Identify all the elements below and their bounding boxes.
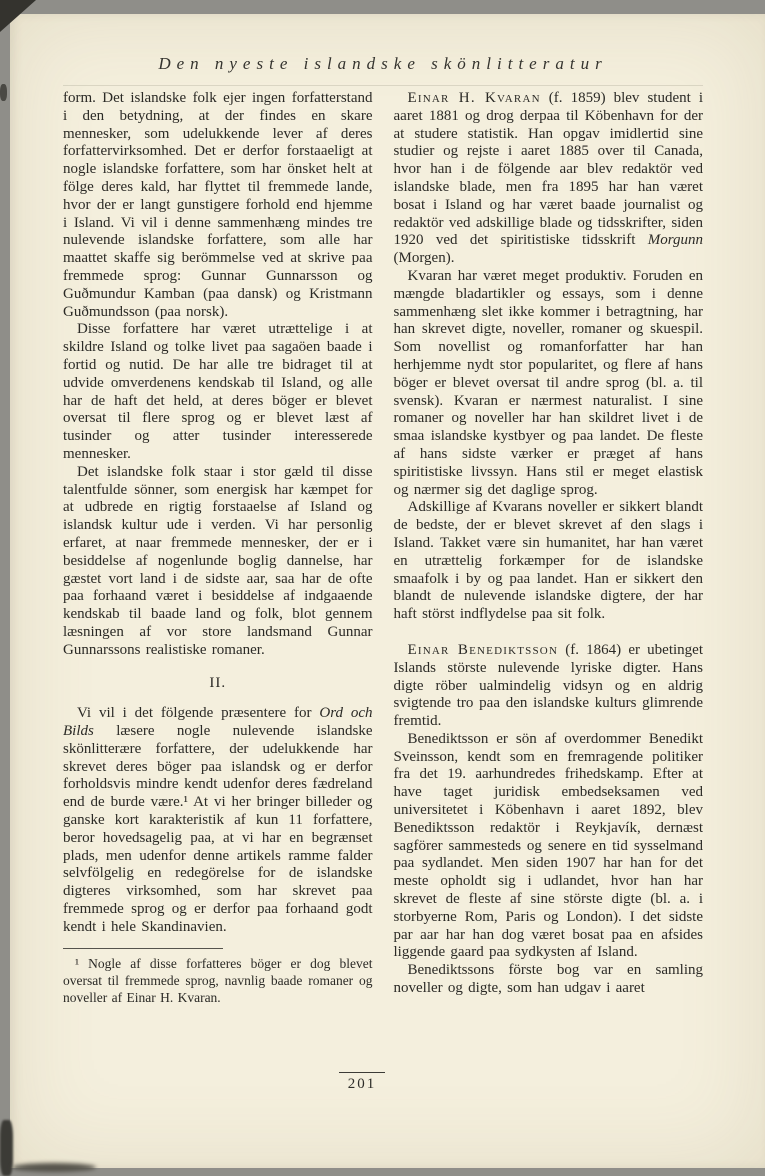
footnote-text [63, 955, 373, 1007]
text-run: Ord och Bilds [63, 705, 373, 740]
author-name: Einar Benediktsson [407, 641, 559, 658]
scan-artifact-left-edge [0, 84, 7, 101]
paragraph [394, 90, 704, 268]
page-number: 201 [347, 1076, 377, 1092]
text-run: (f. 1864) er ubetinget Islands störste nulevende lyriske digter. Hans digte röber ualmindelig vidsyn og en aldrig svigtende tro paa den islandske kulturs glimrende fremtid. [393, 641, 703, 730]
paragraph [63, 321, 373, 463]
paragraph [394, 268, 704, 499]
paragraph [394, 731, 704, 962]
text-run: læsere nogle nulevende islandske skönlitterære forfattere, der udelukkende har skrevet deres böger paa islandsk og er derfor forholdsvis mindre kendt udenfor deres fædreland end de burde være.¹ At vi her bringer billeder og ganske kort karakteristik af kun 11 forfattere, beror hovedsagelig paa, at vi har en begrænset plads, men udenfor denne artikels ramme falder selvfölgelig en redegörelse for de islandske digteres virksomhed, som har skrevet paa fremmede sprog og er derfor paa forhaand godt kendt i hele Skandinavien. [63, 723, 373, 935]
page-header-title: Den nyeste islandske skönlitteratur [158, 54, 608, 73]
text-run: (Morgen). [393, 250, 455, 267]
text-run: Adskillige af Kvarans noveller er sikkert blandt de bedste, der er blevet skrevet af den slags i Island. Takket være sin humanitet, har han været en utrættelig forkæmper for de islandske smaafolk i by og paa landet. Han er sikkert den blandt de nulevende islandske digtere, der har haft störst indflydelse paa sit folk. [393, 499, 703, 623]
text-run: (f. 1859) blev student i aaret 1881 og drog derpaa til Köbenhavn for der at studere statistik. Han opgav imidlertid sine studier og rejste i aaret 1885 over til Canada, hvor han i de fölgende aar blev redaktör ved islandske blade, men fra 1895 har han været bosat i Island og har været baade journalist og redaktör ved adskillige blade og tidsskrifter, siden 1920 ved det spiritistiske tidsskrift [393, 90, 703, 249]
footnote-rule [63, 948, 223, 949]
text-run: ¹ Nogle af disse forfatteres böger er dog blevet oversat til fremmede sprog, navnlig baade romaner og noveller af Einar H. Kvaran. [63, 955, 373, 1006]
paragraph [63, 705, 373, 936]
document-page [10, 14, 765, 1168]
page-number-block [332, 1072, 392, 1093]
left-column [63, 90, 373, 1007]
paragraph [63, 90, 373, 321]
paragraph [63, 464, 373, 660]
text-run: Benediktsson er sön af overdommer Benedikt Sveinsson, kendt som en fremragende politiker fra det 19. aarhundredes frihedskamp. Efter at have taget juridisk embedseksamen ved universitetet i Köbenhavn i aaret 1892, blev Benediktsson redaktör i Reykjavík, dernæst sagförer sammesteds og senere en tid sysselmand paa sydlandet. Men siden 1907 har han for det meste opholdt sig i udlandet, hvor han har skrevet de fleste af sine störste digte (bl. a. i storbyerne Rom, Paris og London). I det sidste par aar har han dog været bosat paa en afsides liggende gaard paa sydkysten af Island. [393, 730, 703, 961]
page-footer [63, 1072, 703, 1093]
text-run: Vi vil i det fölgende præsentere for [77, 705, 320, 722]
text-run: Det islandske folk staar i stor gæld til disse talentfulde sönner, som energisk har kæmpet for at udbrede en rigtig forstaaelse af Island og islandsk kultur ude i verden. Vi har personlig erfaret, at naar fremmede mennesker, der er i besiddelse af nogenlunde boglig dannelse, har gæstet vort land i de sidste aar, saa har de ofte paa forhaand været i besiddelse af indgaaende kendskab til baade land og folk, blot gennem læsningen af vor store landsmand Gunnar Gunnarssons realistiske romaner. [63, 463, 373, 658]
paragraph [394, 642, 704, 731]
text-run: Kvaran har været meget produktiv. Foruden en mængde bladartikler og essays, som i denne sammenhæng slet ikke kommer i betragtning, har han skrevet digte, noveller, romaner og skuespil. Som novellist og romanforfatter har han herhjemme nydt stor popularitet, og flere af hans böger er blevet oversat til andre sprog (bl. a. til svensk). Kvaran er nærmest naturalist. I sine romaner og noveller har han skildret livet i de smaa islandske kystbyer og paa landet. De fleste af hans sidste værker er præget af hans spiritistiske livssyn. Hans stil er meget elastisk og nærmer sig det daglige sprog. [393, 267, 703, 498]
text-run: II. [209, 674, 227, 691]
text-run: Morgunn [647, 232, 703, 249]
paragraph [394, 499, 704, 624]
text-run: form. Det islandske folk ejer ingen forfatterstand i den betydning, at der findes en skare mennesker, som udelukkende lever af deres forfattervirksomhed. Det er derfor forstaaeligt at nogle islandske forfattere, som har önsket helt at fölge deres kald, har flyttet til fremmede lande, hvor der er langt gunstigere forhold end hjemme i Island. Vi vil i denne sammenhæng mindes tre nulevende islandske forfattere, som alle har maattet skaffe sig berömmelse ved at skrive paa fremmede sprog: Gunnar Gunnarsson og Guðmundur Kamban (paa dansk) og Kristmann Guðmundsson (paa norsk). [63, 90, 373, 320]
paragraph [394, 962, 704, 998]
text-run: Benediktssons förste bog var en samling noveller og digte, som han udgav i aaret [393, 962, 703, 997]
scan-artifact-bottom-edge [12, 1163, 96, 1172]
right-column [394, 90, 704, 1007]
author-name: Einar H. Kvaran [407, 90, 541, 106]
section-heading [63, 675, 373, 693]
page-number-rule [339, 1072, 385, 1073]
text-columns [63, 90, 703, 1007]
text-run: Disse forfattere har været utrættelige i at skildre Island og tolke livet paa sagaöen baade i fortid og nutid. De har alle tre bidraget til at udvide omverdenens kendskab til Island, og alle har de haft det held, at deres böger er blevet oversat til flere sprog og er blevet læst af tusinder og atter tusinder interesserede mennesker. [63, 321, 373, 462]
header-rule [63, 85, 703, 86]
